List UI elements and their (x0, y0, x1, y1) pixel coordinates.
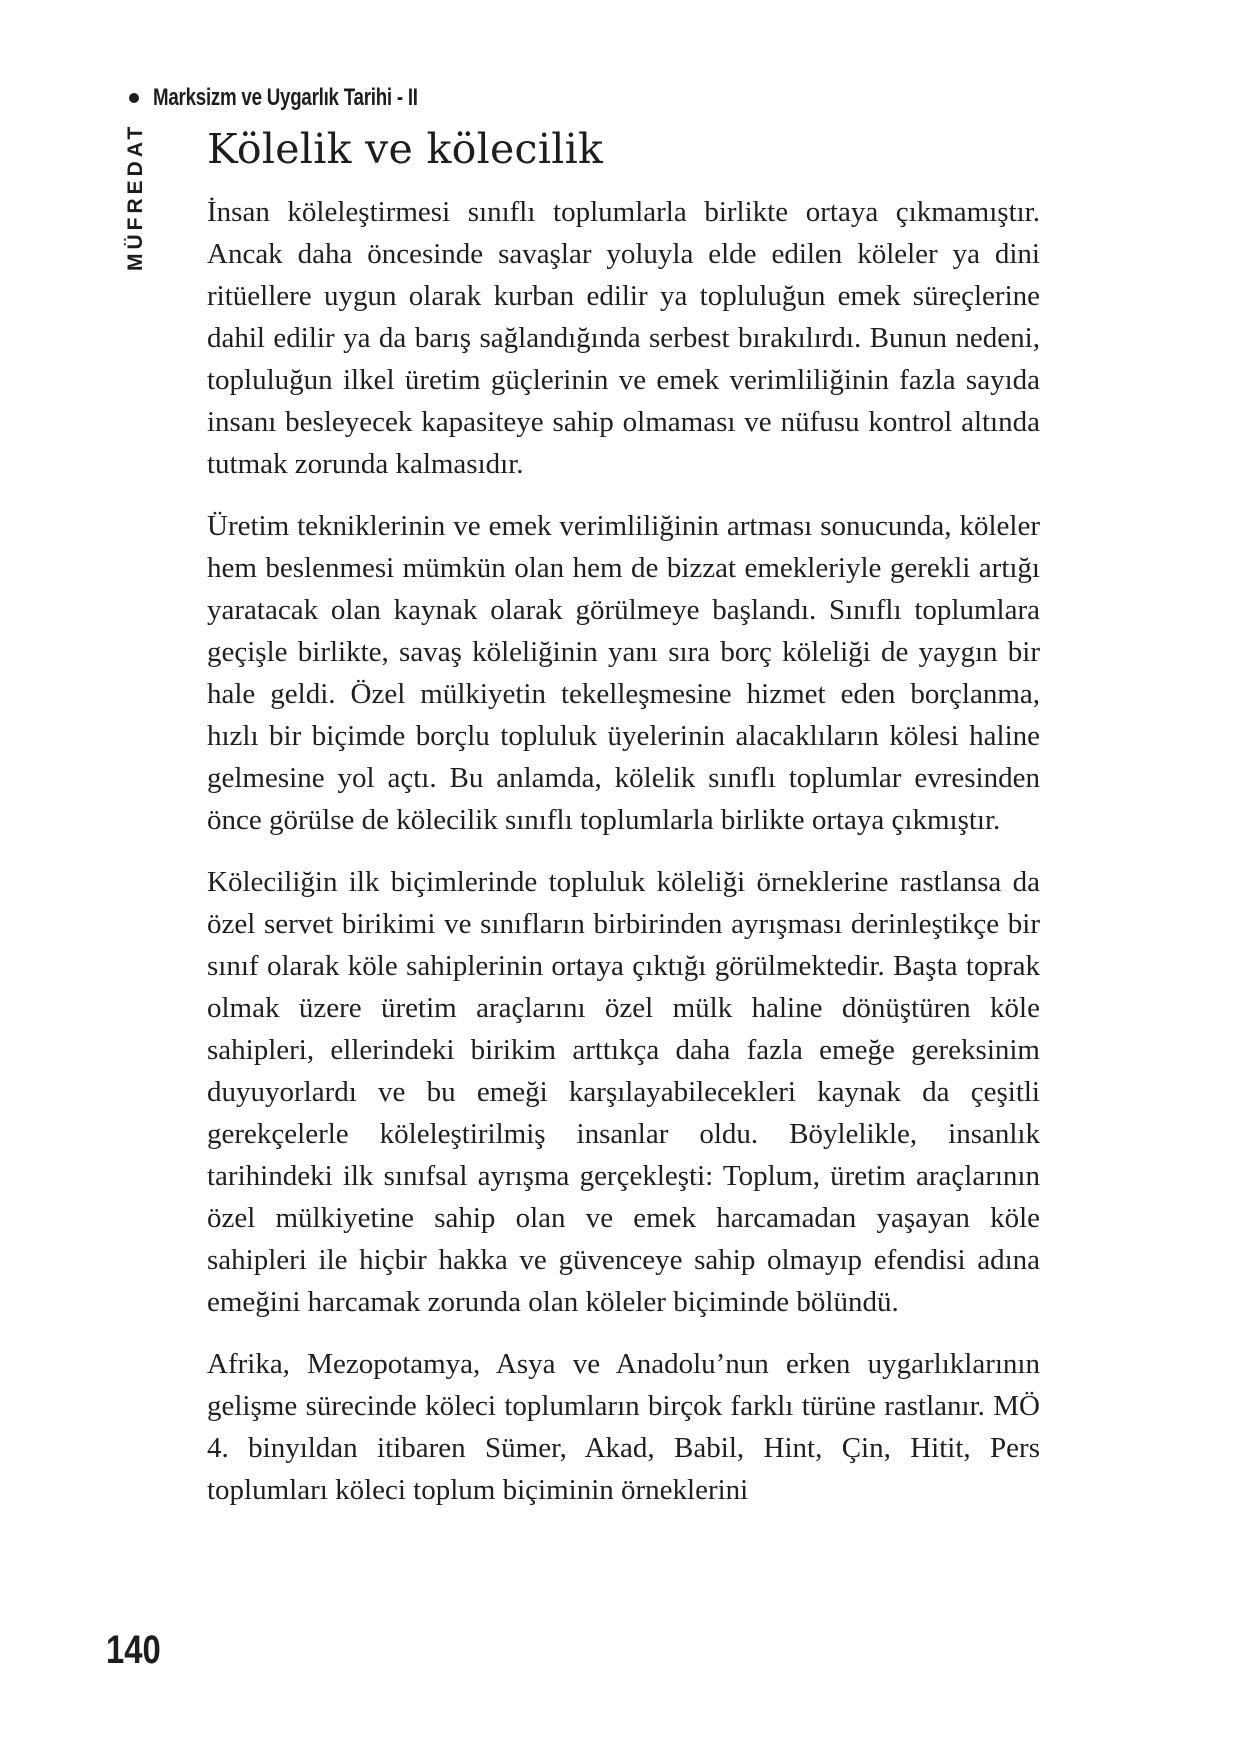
sidebar-vertical-label: MÜFREDAT (124, 122, 147, 271)
main-text-column (207, 126, 1040, 1511)
page-number: 140 (106, 1628, 161, 1672)
paragraph-3: Köleciliğin ilk biçimlerinde topluluk köleliği örneklerine rastlansa da özel servet birikimi ve sınıfların birbirinden ayrışması derinleştikçe bir sınıf olarak köle sahiplerinin ortaya çıktığı görülmektedir. Başta toprak olmak üzere üretim araçlarını özel mülk haline dönüştüren köle sahipleri, ellerindeki birikim arttıkça daha fazla emeğe gereksinim duyuyorlardı ve bu emeği karşılayabilecekleri kaynak da çeşitli gerekçelerle köleleştirilmiş insanlar oldu. Böylelikle, insanlık tarihindeki ilk sınıfsal ayrışma gerçekleşti: Toplum, üretim araçlarının özel mülkiyetine sahip olan ve emek harcamadan yaşayan köle sahipleri ile hiçbir hakka ve güvenceye sahip olmayıp efendisi adına emeğini harcamak zorunda olan köleler biçiminde bölündü. (207, 866, 1040, 1319)
running-head (129, 84, 492, 112)
paragraph-2: Üretim tekniklerinin ve emek verimliliğinin artması sonucunda, köleler hem beslenmesi mümkün olan hem de bizzat emekleriyle gerekli artığı yaratacak olan kaynak olarak görülmeye başlandı. Sınıflı toplumlara geçişle birlikte, savaş köleliğinin yanı sıra borç köleliği de yaygın bir hale geldi. Özel mülkiyetin tekelleşmesine hizmet eden borçlanma, hızlı bir biçimde borçlu topluluk üyelerinin alacaklıların kölesi haline gelmesine yol açtı. Bu anlamda, kölelik sınıflı toplumlar evresinden önce görülse de kölecilik sınıflı toplumlarla birlikte ortaya çıkmıştır. (207, 510, 1040, 837)
book-title: Marksizm ve Uygarlık Tarihi - II (153, 84, 418, 111)
paragraph-1: İnsan köleleştirmesi sınıflı toplumlarla birlikte ortaya çıkmamıştır. Ancak daha öncesinde savaşlar yoluyla elde edilen köleler ya dini ritüellere uygun olarak kurban edilir ya topluluğun emek süreçlerine dahil edilir ya da barış sağlandığında serbest bırakılırdı. Bunun nedeni, topluluğun ilkel üretim güçlerinin ve emek verimliliğinin fazla sayıda insanı besleyecek kapasiteye sahip olmaması ve nüfusu kontrol altında tutmak zorunda kalmasıdır. (207, 196, 1040, 481)
section-title: Kölelik ve kölecilik (207, 125, 604, 173)
bullet-icon (129, 93, 139, 103)
paragraph-4: Afrika, Mezopotamya, Asya ve Anadolu’nun erken uygarlıklarının gelişme sürecinde köleci toplumların birçok farklı türüne rastlanır. MÖ 4. binyıldan itibaren Sümer, Akad, Babil, Hint, Çin, Hitit, Pers toplumları köleci toplum biçiminin örneklerini (207, 1348, 1040, 1507)
